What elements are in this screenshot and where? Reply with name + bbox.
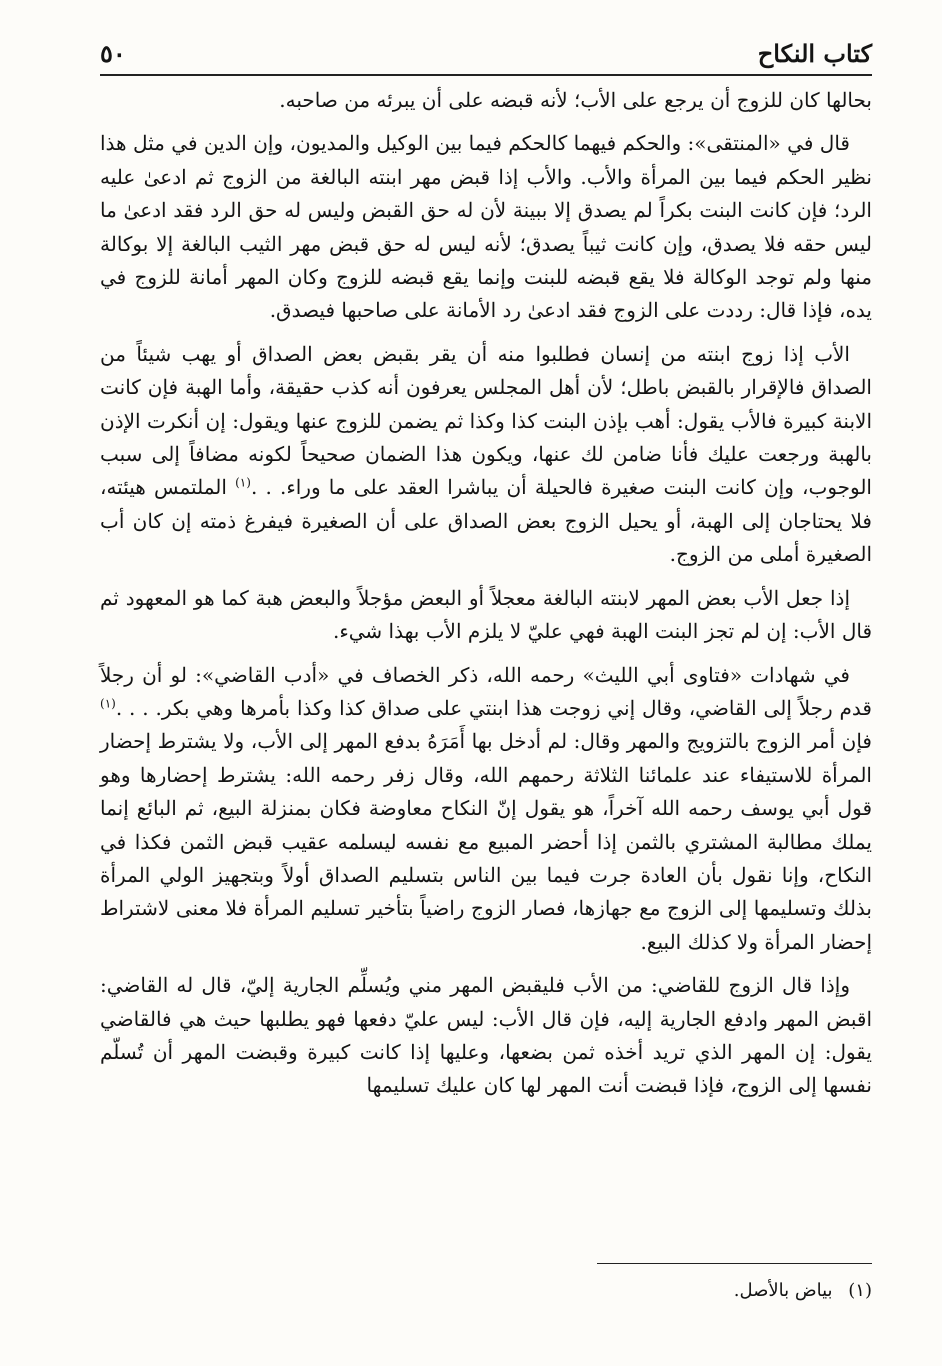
paragraph: [100, 127, 872, 327]
page-header: [100, 26, 872, 76]
paragraph: [100, 969, 872, 1103]
paragraph-text: إذا جعل الأب بعض المهر لابنته البالغة معجلاً أو البعض مؤجلاً والبعض هبة كما هو المعهود ثم قال الأب: إن لم تجز البنت الهبة فهي عليّ لا يلزم الأب بهذا شيء.: [100, 585, 872, 644]
paragraph-text: بحالها كان للزوج أن يرجع على الأب؛ لأنه قبضه على أن يبرئه من صاحبه.: [279, 88, 872, 112]
paragraph-text: قال في «المنتقى»: والحكم فيهما كالحكم فيما بين الوكيل والمديون، وإن الدين في مثل هذا نظير الحكم فيما بين المرأة والأب. والأب إذا قبض مهر ابنته البالغة من الزوج ثم ادعىٰ عليه الرد؛ فإن كانت البنت بكراً لم يصدق إلا ببينة لأن له حق القبض وليس له حق الرد فقد ادعىٰ ما ليس حقه فلا يصدق، وإن كانت ثيباً يصدق؛ لأنه ليس له حق قبض مهر الثيب البالغة إلا بوكالة منها ولم توجد الوكالة فلا يقع قبضه للبنت وإنما يقع قبضه للزوج وكان المهر أمانة للزوج في يده، فإذا قال: رددت على الزوج فقد ادعىٰ رد الأمانة على صاحبها فيصدق.: [100, 131, 872, 323]
footnote-marker: (١): [235, 475, 251, 490]
paragraph: [100, 582, 872, 649]
paragraph: [100, 338, 872, 572]
footnote-marker: (١): [100, 696, 116, 711]
paragraph: [100, 659, 872, 960]
paragraph-text: الملتمس هيئته، فلا يحتاجان إلى الهبة، أو يحيل الزوج بعض الصداق على أن الصغيرة فيفرغ ذمته إن كان أب الصغيرة أملى من الزوج.: [100, 475, 872, 567]
paragraph-text: وإذا قال الزوج للقاضي: من الأب فليقبض المهر مني ويُسلِّم الجارية إليّ، قال له القاضي: اقبض المهر وادفع الجارية إليه، فإن قال الأب: ليس عليّ دفعها فهو يطلبها حيث هي فالقاضي يقول: إن المهر الذي تريد أخذه ثمن بضعها، وعليها إذا كانت كبيرة وقبضت المهر أن تُسلّم نفسها إلى الزوج، فإذا قبضت أنت المهر لها كان عليك تسليمها: [100, 973, 872, 1098]
paragraph: [100, 84, 872, 117]
footnote-number: (١): [848, 1280, 872, 1301]
main-text: [100, 84, 872, 1113]
chapter-title: كتاب النكاح: [757, 39, 872, 68]
paragraph-text: في شهادات «فتاوى أبي الليث» رحمه الله، ذكر الخصاف في «أدب القاضي»: لو أن رجلاً قدم رجلاً إلى القاضي، وقال إني زوجت هذا ابنتي على صداق كذا وكذا بأمرها وهي بكر. . . .: [100, 662, 872, 720]
page-number: ٥٠: [100, 39, 126, 68]
footnote: [734, 1276, 872, 1306]
paragraph-text: الأب إذا زوج ابنته من إنسان فطلبوا منه أن يقر بقبض بعض الصداق أو يهب شيئاً من الصداق فالإقرار بالقبض باطل؛ لأن أهل المجلس يعرفون أنه كذب حقيقة، وأما الهبة فإن كانت الابنة كبيرة فالأب يقول: أهب بإذن البنت كذا وكذا ثم يضمن للزوج عنها ويقول: إن أنكرت الإذن بالهبة ورجعت عليك فأنا ضامن لك عنها، ويكون هذا الضمان صحيحاً لكونه مضافاً إلى سبب الوجوب، وإن كانت البنت صغيرة فالحيلة أن يباشرا العقد على ما وراء. . .: [100, 341, 872, 500]
paragraph-text: فإن أمر الزوج بالتزويج والمهر وقال: لم أدخل بها أَمَرَهُ بدفع المهر إلى الأب، ولا يشترط إحضار المرأة للاستيفاء عند علمائنا الثلاثة رحمهم الله، وقال زفر رحمه الله: يشترط إحضارها وهو قول أبي يوسف رحمه الله آخراً، هو يقول إنّ النكاح معاوضة فكان بمنزلة البيع، ثم البائع إنما يملك مطالبة المشتري بالثمن إذا أحضر المبيع مع نفسه ليسلمه عقيب قبض الثمن فكذا في النكاح، وإنا نقول بأن العادة جرت فيما بين الناس بتسليم الصداق أولاً وبتجهيز الولي المرأة بذلك وتسليمها إلى الزوج مع جهازها، فصار الزوج راضياً بتأخير تسليم المرأة فلا معنى لاشتراط إحضار المرأة ولا كذلك البيع.: [100, 729, 872, 954]
footnote-text: بياض بالأصل.: [733, 1280, 833, 1301]
footnote-divider: [597, 1263, 872, 1264]
